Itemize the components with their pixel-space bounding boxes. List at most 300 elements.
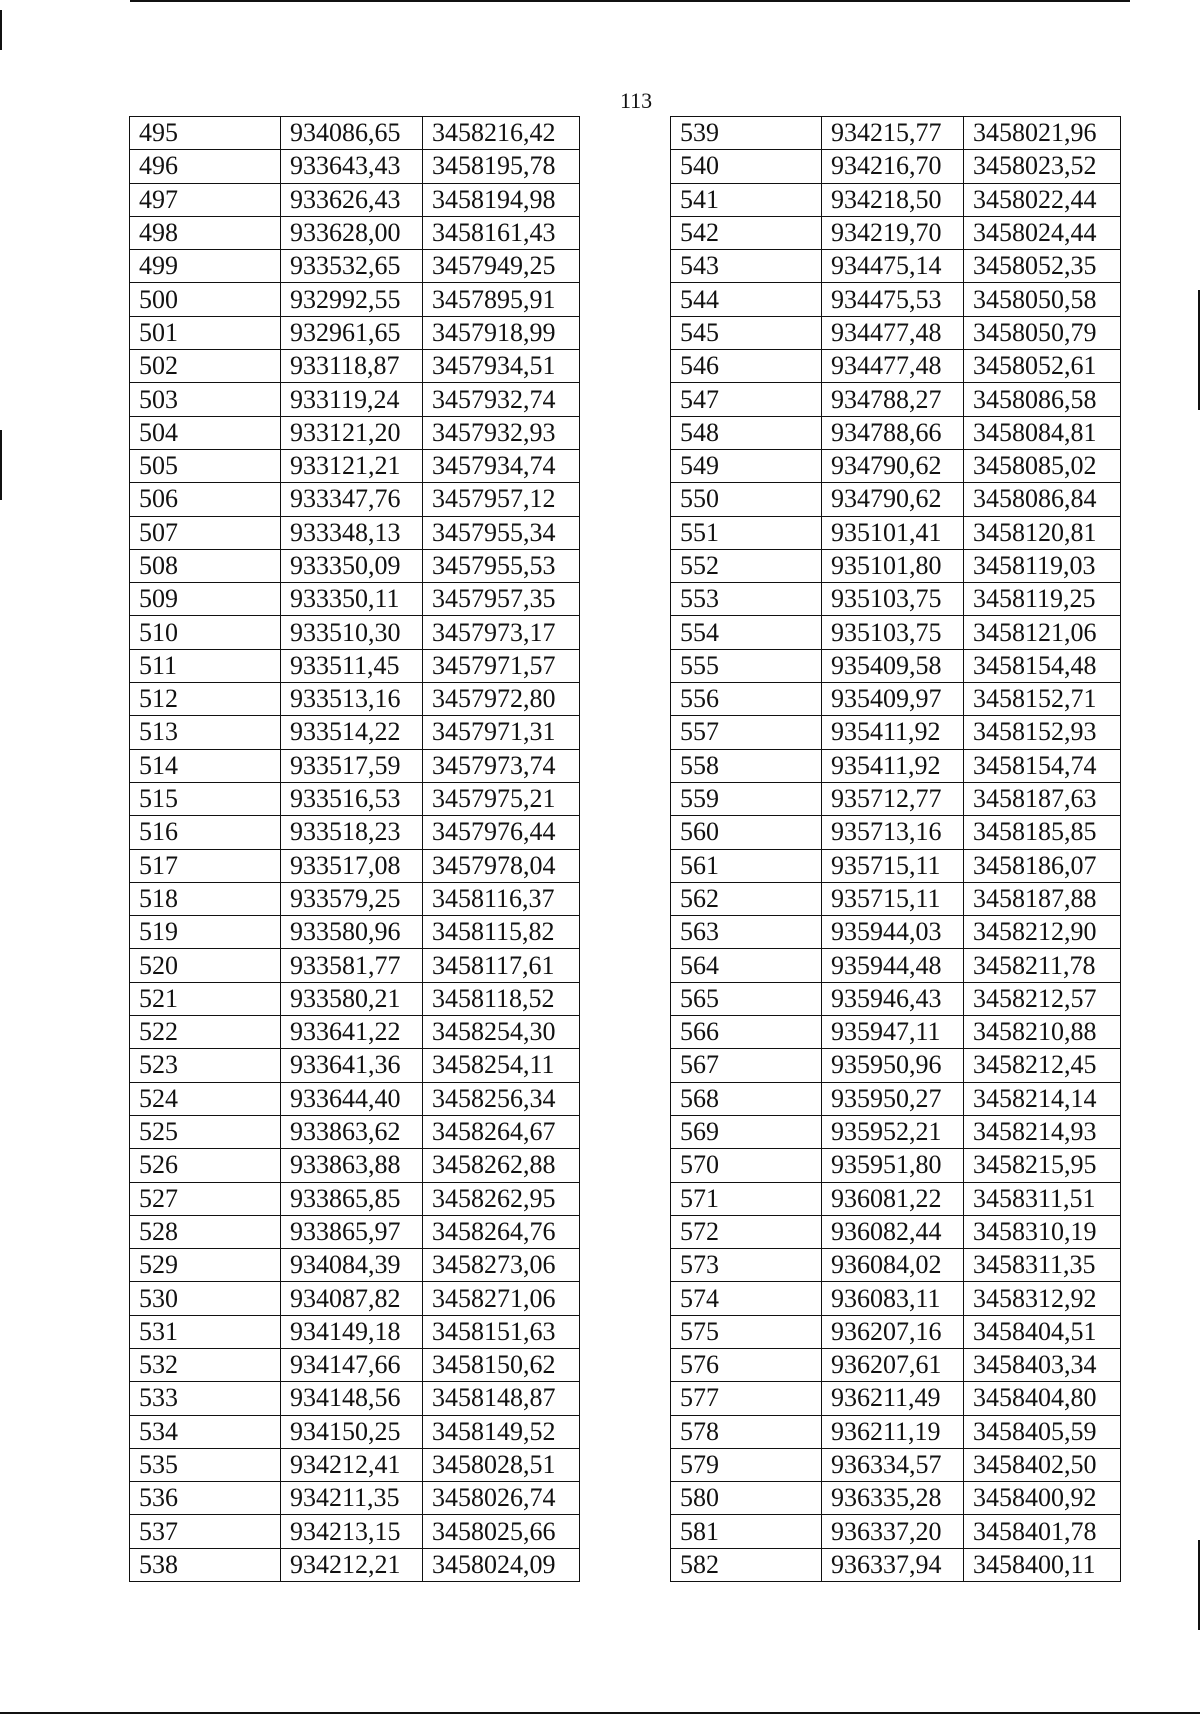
table-row (130, 516, 580, 549)
x-coordinate-cell: 933118,87 (281, 350, 423, 383)
y-coordinate-cell: 3458262,95 (423, 1182, 580, 1215)
point-number-cell: 543 (671, 250, 822, 283)
y-coordinate-cell: 3458149,52 (423, 1415, 580, 1448)
table-row (130, 1482, 580, 1515)
x-coordinate-cell: 935411,92 (822, 749, 964, 782)
y-coordinate-cell: 3457957,12 (423, 483, 580, 516)
point-number-cell: 507 (130, 516, 281, 549)
x-coordinate-cell: 936081,22 (822, 1182, 964, 1215)
y-coordinate-cell: 3458403,34 (964, 1348, 1121, 1381)
point-number-cell: 561 (671, 849, 822, 882)
y-coordinate-cell: 3457976,44 (423, 816, 580, 849)
x-coordinate-cell: 934475,14 (822, 250, 964, 283)
x-coordinate-cell: 935103,75 (822, 583, 964, 616)
point-number-cell: 559 (671, 782, 822, 815)
point-number-cell: 508 (130, 549, 281, 582)
point-number-cell: 510 (130, 616, 281, 649)
point-number-cell: 575 (671, 1315, 822, 1348)
point-number-cell: 564 (671, 949, 822, 982)
scan-bottom-border (0, 1712, 1200, 1714)
point-number-cell: 539 (671, 117, 822, 150)
point-number-cell: 560 (671, 816, 822, 849)
x-coordinate-cell: 933863,62 (281, 1115, 423, 1148)
table-row (130, 1215, 580, 1248)
y-coordinate-cell: 3458161,43 (423, 216, 580, 249)
y-coordinate-cell: 3458120,81 (964, 516, 1121, 549)
y-coordinate-cell: 3458311,35 (964, 1249, 1121, 1282)
point-number-cell: 509 (130, 583, 281, 616)
point-number-cell: 574 (671, 1282, 822, 1315)
y-coordinate-cell: 3457932,93 (423, 416, 580, 449)
x-coordinate-cell: 933119,24 (281, 383, 423, 416)
x-coordinate-cell: 933865,97 (281, 1215, 423, 1248)
x-coordinate-cell: 934215,77 (822, 117, 964, 150)
point-number-cell: 520 (130, 949, 281, 982)
x-coordinate-cell: 935947,11 (822, 1016, 964, 1049)
x-coordinate-cell: 933513,16 (281, 683, 423, 716)
point-number-cell: 537 (130, 1515, 281, 1548)
x-coordinate-cell: 936211,49 (822, 1382, 964, 1415)
x-coordinate-cell: 935950,27 (822, 1082, 964, 1115)
y-coordinate-cell: 3457934,74 (423, 449, 580, 482)
table-row (130, 549, 580, 582)
x-coordinate-cell: 934212,21 (281, 1548, 423, 1581)
x-coordinate-cell: 933518,23 (281, 816, 423, 849)
x-coordinate-cell: 934213,15 (281, 1515, 423, 1548)
x-coordinate-cell: 935715,11 (822, 882, 964, 915)
table-row (130, 1515, 580, 1548)
table-row (671, 1415, 1121, 1448)
y-coordinate-cell: 3458212,57 (964, 982, 1121, 1015)
x-coordinate-cell: 935944,48 (822, 949, 964, 982)
table-row (671, 1016, 1121, 1049)
coordinate-table-left (129, 116, 580, 1582)
table-row (130, 416, 580, 449)
y-coordinate-cell: 3458271,06 (423, 1282, 580, 1315)
y-coordinate-cell: 3458026,74 (423, 1482, 580, 1515)
table-row (130, 683, 580, 716)
x-coordinate-cell: 936082,44 (822, 1215, 964, 1248)
y-coordinate-cell: 3458119,03 (964, 549, 1121, 582)
table-row (671, 416, 1121, 449)
table-row (130, 882, 580, 915)
y-coordinate-cell: 3458404,51 (964, 1315, 1121, 1348)
table-row (671, 549, 1121, 582)
x-coordinate-cell: 933643,43 (281, 150, 423, 183)
y-coordinate-cell: 3458050,79 (964, 316, 1121, 349)
x-coordinate-cell: 933865,85 (281, 1182, 423, 1215)
y-coordinate-cell: 3457895,91 (423, 283, 580, 316)
table-row (130, 782, 580, 815)
y-coordinate-cell: 3458121,06 (964, 616, 1121, 649)
table-row (671, 383, 1121, 416)
y-coordinate-cell: 3458023,52 (964, 150, 1121, 183)
x-coordinate-cell: 933514,22 (281, 716, 423, 749)
point-number-cell: 498 (130, 216, 281, 249)
table-row (130, 816, 580, 849)
point-number-cell: 578 (671, 1415, 822, 1448)
x-coordinate-cell: 934212,41 (281, 1448, 423, 1481)
table-row (130, 1049, 580, 1082)
y-coordinate-cell: 3457918,99 (423, 316, 580, 349)
table-row (671, 816, 1121, 849)
x-coordinate-cell: 933517,08 (281, 849, 423, 882)
point-number-cell: 573 (671, 1249, 822, 1282)
table-row (671, 1249, 1121, 1282)
point-number-cell: 497 (130, 183, 281, 216)
table-row (671, 449, 1121, 482)
point-number-cell: 524 (130, 1082, 281, 1115)
table-row (671, 683, 1121, 716)
y-coordinate-cell: 3458186,07 (964, 849, 1121, 882)
y-coordinate-cell: 3458152,93 (964, 716, 1121, 749)
x-coordinate-cell: 936337,94 (822, 1548, 964, 1581)
point-number-cell: 549 (671, 449, 822, 482)
x-coordinate-cell: 934086,65 (281, 117, 423, 150)
y-coordinate-cell: 3458187,63 (964, 782, 1121, 815)
y-coordinate-cell: 3457955,53 (423, 549, 580, 582)
table-row (671, 1049, 1121, 1082)
point-number-cell: 545 (671, 316, 822, 349)
y-coordinate-cell: 3457972,80 (423, 683, 580, 716)
table-row (130, 383, 580, 416)
x-coordinate-cell: 935713,16 (822, 816, 964, 849)
table-row (671, 1115, 1121, 1148)
table-row (130, 716, 580, 749)
table-row (671, 1082, 1121, 1115)
table-row (130, 250, 580, 283)
table-row (130, 1382, 580, 1415)
table-row (130, 283, 580, 316)
y-coordinate-cell: 3458402,50 (964, 1448, 1121, 1481)
x-coordinate-cell: 933347,76 (281, 483, 423, 516)
x-coordinate-cell: 934087,82 (281, 1282, 423, 1315)
table-row (130, 1348, 580, 1381)
x-coordinate-cell: 934219,70 (822, 216, 964, 249)
table-row (671, 1215, 1121, 1248)
coordinate-table-right (670, 116, 1121, 1582)
table-row (130, 982, 580, 1015)
point-number-cell: 527 (130, 1182, 281, 1215)
x-coordinate-cell: 935952,21 (822, 1115, 964, 1148)
x-coordinate-cell: 933863,88 (281, 1149, 423, 1182)
table-row (671, 1515, 1121, 1548)
y-coordinate-cell: 3458022,44 (964, 183, 1121, 216)
x-coordinate-cell: 936211,19 (822, 1415, 964, 1448)
x-coordinate-cell: 935411,92 (822, 716, 964, 749)
y-coordinate-cell: 3458214,14 (964, 1082, 1121, 1115)
table-row (130, 649, 580, 682)
table-row (671, 982, 1121, 1015)
point-number-cell: 504 (130, 416, 281, 449)
x-coordinate-cell: 935409,97 (822, 683, 964, 716)
point-number-cell: 523 (130, 1049, 281, 1082)
x-coordinate-cell: 932961,65 (281, 316, 423, 349)
point-number-cell: 533 (130, 1382, 281, 1415)
point-number-cell: 542 (671, 216, 822, 249)
y-coordinate-cell: 3457932,74 (423, 383, 580, 416)
point-number-cell: 557 (671, 716, 822, 749)
y-coordinate-cell: 3458086,84 (964, 483, 1121, 516)
y-coordinate-cell: 3458401,78 (964, 1515, 1121, 1548)
y-coordinate-cell: 3458256,34 (423, 1082, 580, 1115)
y-coordinate-cell: 3458264,67 (423, 1115, 580, 1148)
y-coordinate-cell: 3458024,44 (964, 216, 1121, 249)
table-row (671, 150, 1121, 183)
point-number-cell: 513 (130, 716, 281, 749)
x-coordinate-cell: 934790,62 (822, 483, 964, 516)
point-number-cell: 571 (671, 1182, 822, 1215)
point-number-cell: 550 (671, 483, 822, 516)
x-coordinate-cell: 934149,18 (281, 1315, 423, 1348)
scan-left-edge-mark (0, 10, 2, 50)
table-row (130, 749, 580, 782)
point-number-cell: 547 (671, 383, 822, 416)
point-number-cell: 566 (671, 1016, 822, 1049)
y-coordinate-cell: 3458085,02 (964, 449, 1121, 482)
scan-top-border (130, 0, 1130, 2)
y-coordinate-cell: 3458148,87 (423, 1382, 580, 1415)
table-row (671, 916, 1121, 949)
x-coordinate-cell: 935715,11 (822, 849, 964, 882)
y-coordinate-cell: 3458264,76 (423, 1215, 580, 1248)
point-number-cell: 552 (671, 549, 822, 582)
y-coordinate-cell: 3458185,85 (964, 816, 1121, 849)
y-coordinate-cell: 3457957,35 (423, 583, 580, 616)
x-coordinate-cell: 933580,21 (281, 982, 423, 1015)
point-number-cell: 568 (671, 1082, 822, 1115)
table-row (130, 1448, 580, 1481)
point-number-cell: 534 (130, 1415, 281, 1448)
y-coordinate-cell: 3458310,19 (964, 1215, 1121, 1248)
table-row (130, 616, 580, 649)
table-row (671, 849, 1121, 882)
y-coordinate-cell: 3458211,78 (964, 949, 1121, 982)
y-coordinate-cell: 3458118,52 (423, 982, 580, 1015)
table-row (671, 250, 1121, 283)
table-row (130, 316, 580, 349)
table-row (671, 1149, 1121, 1182)
y-coordinate-cell: 3458119,25 (964, 583, 1121, 616)
x-coordinate-cell: 934148,56 (281, 1382, 423, 1415)
table-row (671, 716, 1121, 749)
y-coordinate-cell: 3458025,66 (423, 1515, 580, 1548)
table-row (130, 150, 580, 183)
point-number-cell: 555 (671, 649, 822, 682)
point-number-cell: 538 (130, 1548, 281, 1581)
y-coordinate-cell: 3458116,37 (423, 882, 580, 915)
x-coordinate-cell: 936207,16 (822, 1315, 964, 1348)
y-coordinate-cell: 3457934,51 (423, 350, 580, 383)
y-coordinate-cell: 3458405,59 (964, 1415, 1121, 1448)
x-coordinate-cell: 936083,11 (822, 1282, 964, 1315)
point-number-cell: 499 (130, 250, 281, 283)
x-coordinate-cell: 933350,09 (281, 549, 423, 582)
y-coordinate-cell: 3458187,88 (964, 882, 1121, 915)
point-number-cell: 540 (671, 150, 822, 183)
x-coordinate-cell: 934084,39 (281, 1249, 423, 1282)
point-number-cell: 516 (130, 816, 281, 849)
table-row (671, 1548, 1121, 1581)
point-number-cell: 536 (130, 1482, 281, 1515)
y-coordinate-cell: 3458086,58 (964, 383, 1121, 416)
table-row (130, 483, 580, 516)
x-coordinate-cell: 933532,65 (281, 250, 423, 283)
table-row (130, 1415, 580, 1448)
point-number-cell: 567 (671, 1049, 822, 1082)
table-row (130, 1548, 580, 1581)
x-coordinate-cell: 933516,53 (281, 782, 423, 815)
y-coordinate-cell: 3458024,09 (423, 1548, 580, 1581)
point-number-cell: 565 (671, 982, 822, 1015)
y-coordinate-cell: 3457975,21 (423, 782, 580, 815)
table-row (130, 1016, 580, 1049)
point-number-cell: 495 (130, 117, 281, 150)
x-coordinate-cell: 934218,50 (822, 183, 964, 216)
y-coordinate-cell: 3458195,78 (423, 150, 580, 183)
point-number-cell: 541 (671, 183, 822, 216)
table-row (671, 782, 1121, 815)
point-number-cell: 522 (130, 1016, 281, 1049)
point-number-cell: 535 (130, 1448, 281, 1481)
table-row (671, 583, 1121, 616)
table-row (671, 316, 1121, 349)
x-coordinate-cell: 933641,36 (281, 1049, 423, 1082)
y-coordinate-cell: 3458154,74 (964, 749, 1121, 782)
x-coordinate-cell: 932992,55 (281, 283, 423, 316)
table-row (671, 882, 1121, 915)
y-coordinate-cell: 3458400,11 (964, 1548, 1121, 1581)
y-coordinate-cell: 3458115,82 (423, 916, 580, 949)
x-coordinate-cell: 933579,25 (281, 882, 423, 915)
point-number-cell: 505 (130, 449, 281, 482)
x-coordinate-cell: 936334,57 (822, 1448, 964, 1481)
point-number-cell: 496 (130, 150, 281, 183)
x-coordinate-cell: 933121,21 (281, 449, 423, 482)
table-row (130, 1082, 580, 1115)
point-number-cell: 551 (671, 516, 822, 549)
table-row (130, 949, 580, 982)
point-number-cell: 546 (671, 350, 822, 383)
table-row (671, 1448, 1121, 1481)
y-coordinate-cell: 3458052,61 (964, 350, 1121, 383)
table-row (671, 1182, 1121, 1215)
point-number-cell: 528 (130, 1215, 281, 1248)
point-number-cell: 554 (671, 616, 822, 649)
x-coordinate-cell: 934790,62 (822, 449, 964, 482)
y-coordinate-cell: 3458214,93 (964, 1115, 1121, 1148)
x-coordinate-cell: 936084,02 (822, 1249, 964, 1282)
table-row (671, 350, 1121, 383)
table-row (671, 1348, 1121, 1381)
table-row (130, 916, 580, 949)
point-number-cell: 580 (671, 1482, 822, 1515)
x-coordinate-cell: 933626,43 (281, 183, 423, 216)
x-coordinate-cell: 934477,48 (822, 316, 964, 349)
point-number-cell: 517 (130, 849, 281, 882)
point-number-cell: 582 (671, 1548, 822, 1581)
x-coordinate-cell: 935409,58 (822, 649, 964, 682)
table-row (130, 117, 580, 150)
x-coordinate-cell: 934147,66 (281, 1348, 423, 1381)
table-row (671, 1282, 1121, 1315)
y-coordinate-cell: 3458028,51 (423, 1448, 580, 1481)
x-coordinate-cell: 933121,20 (281, 416, 423, 449)
scan-left-edge-mark (0, 430, 2, 500)
point-number-cell: 521 (130, 982, 281, 1015)
point-number-cell: 577 (671, 1382, 822, 1415)
y-coordinate-cell: 3458254,11 (423, 1049, 580, 1082)
x-coordinate-cell: 934211,35 (281, 1482, 423, 1515)
y-coordinate-cell: 3458154,48 (964, 649, 1121, 682)
y-coordinate-cell: 3458210,88 (964, 1016, 1121, 1049)
y-coordinate-cell: 3458084,81 (964, 416, 1121, 449)
y-coordinate-cell: 3457973,17 (423, 616, 580, 649)
y-coordinate-cell: 3458216,42 (423, 117, 580, 150)
table-row (130, 449, 580, 482)
x-coordinate-cell: 935944,03 (822, 916, 964, 949)
table-row (671, 483, 1121, 516)
x-coordinate-cell: 935951,80 (822, 1149, 964, 1182)
y-coordinate-cell: 3458311,51 (964, 1182, 1121, 1215)
y-coordinate-cell: 3457973,74 (423, 749, 580, 782)
table-row (130, 350, 580, 383)
point-number-cell: 511 (130, 649, 281, 682)
x-coordinate-cell: 936337,20 (822, 1515, 964, 1548)
table-row (130, 216, 580, 249)
table-row (130, 1149, 580, 1182)
table-row (130, 1249, 580, 1282)
point-number-cell: 500 (130, 283, 281, 316)
table-row (130, 1115, 580, 1148)
y-coordinate-cell: 3458273,06 (423, 1249, 580, 1282)
table-row (130, 849, 580, 882)
point-number-cell: 531 (130, 1315, 281, 1348)
point-number-cell: 525 (130, 1115, 281, 1148)
point-number-cell: 515 (130, 782, 281, 815)
point-number-cell: 548 (671, 416, 822, 449)
y-coordinate-cell: 3458404,80 (964, 1382, 1121, 1415)
y-coordinate-cell: 3458215,95 (964, 1149, 1121, 1182)
table-row (130, 1282, 580, 1315)
point-number-cell: 532 (130, 1348, 281, 1381)
y-coordinate-cell: 3458151,63 (423, 1315, 580, 1348)
y-coordinate-cell: 3458050,58 (964, 283, 1121, 316)
point-number-cell: 514 (130, 749, 281, 782)
point-number-cell: 563 (671, 916, 822, 949)
x-coordinate-cell: 933517,59 (281, 749, 423, 782)
x-coordinate-cell: 934216,70 (822, 150, 964, 183)
y-coordinate-cell: 3458117,61 (423, 949, 580, 982)
table-row (671, 649, 1121, 682)
x-coordinate-cell: 935946,43 (822, 982, 964, 1015)
table-row (671, 183, 1121, 216)
point-number-cell: 572 (671, 1215, 822, 1248)
point-number-cell: 506 (130, 483, 281, 516)
table-row (671, 1382, 1121, 1415)
point-number-cell: 501 (130, 316, 281, 349)
point-number-cell: 581 (671, 1515, 822, 1548)
point-number-cell: 570 (671, 1149, 822, 1182)
x-coordinate-cell: 933628,00 (281, 216, 423, 249)
x-coordinate-cell: 934150,25 (281, 1415, 423, 1448)
x-coordinate-cell: 933348,13 (281, 516, 423, 549)
x-coordinate-cell: 935712,77 (822, 782, 964, 815)
y-coordinate-cell: 3458212,45 (964, 1049, 1121, 1082)
y-coordinate-cell: 3457971,57 (423, 649, 580, 682)
point-number-cell: 569 (671, 1115, 822, 1148)
x-coordinate-cell: 933641,22 (281, 1016, 423, 1049)
